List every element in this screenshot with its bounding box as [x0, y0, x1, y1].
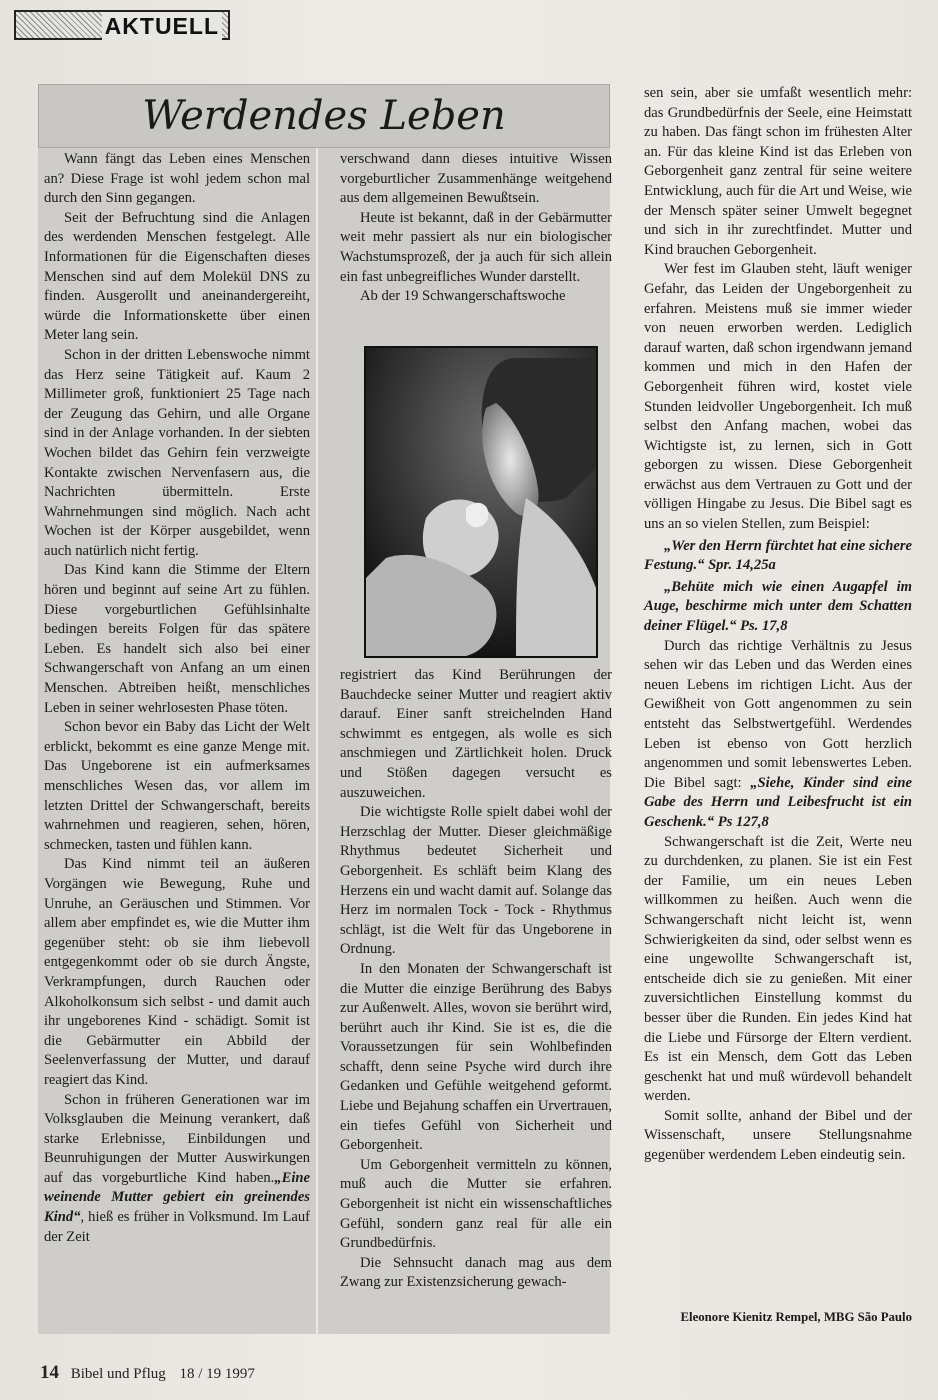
paragraph: Um Geborgenheit vermitteln zu können, muß auch die Mutter sie erfahren. Geborgenheit ist nicht ein wissenschaftliches Gefühl, sondern ganz real für alle ein Grundbedürfnis.: [340, 1156, 612, 1252]
emphasis: „Eine weinende Mutter gebiert ein greinendes Kind“: [44, 1169, 310, 1226]
paragraph: Durch das richtige Verhältnis zu Jesus sehen wir das Leben und das Werden eines neuen Lebens im richtigen Licht. Aus der Gewißheit von Gott angenommen zu sein entsteht das Selbstwertgefühl. Werdendes Leben ist ebenso von Gott herzlich angenommen und somit lebenswertes Leben. Die Bibel sagt: „Siehe, Kinder sind eine Gabe des Herrn und Leibesfrucht ist ein Geschenk.“ Ps 127,8: [644, 637, 912, 830]
paragraph: Schon in der dritten Lebenswoche nimmt das Herz seine Tätigkeit auf. Kaum 2 Millimeter groß, funktioniert 25 Tage nach der Zeugung das Gehirn, und alle Organe sind in der Anlage vorhanden. In der siebten Wochen bildet das Gehirn fein verzweigte Kontakte zwischen Nervenfasern aus, die Nachrichten übermitteln. Erste Wahrnehmungen sind möglich. Nach acht Wochen ist der Körper ausgebildet, wenn auch natürlich nicht fertig.: [44, 346, 310, 559]
paragraph: Schon bevor ein Baby das Licht der Welt erblickt, bekommt es eine ganze Menge mit. Das Ungeborene ist ein aufmerksames menschliches Wesen das, vor allem im letzten Drittel der Schwangerschaft, bereits wahrnehmen und reagieren, sehen, hören, schmecken, tasten und fühlen kann.: [44, 719, 310, 853]
article-title: Werdendes Leben: [142, 93, 506, 139]
paragraph: registriert das Kind Berührungen der Bauchdecke seiner Mutter und reagiert aktiv darauf. Einer sanft streichelnden Hand schwimmt es entgegen, als wolle es sich anschmiegen und Zärtlichkeit holen. Druck und Stößen dagegen versucht es auszuweichen.: [340, 667, 612, 801]
paragraph: Ab der 19 Schwangerschaftswoche: [360, 288, 566, 305]
column-3: [644, 84, 912, 1166]
paragraph: „Behüte mich wie einen Augapfel im Auge, beschirme mich unter dem Schatten deiner Flügel.“ Ps. 17,8: [644, 578, 912, 635]
column-1: [44, 150, 310, 1247]
mother-baby-photo: [364, 346, 598, 658]
paragraph: Wann fängt das Leben eines Menschen an? Diese Frage ist wohl jedem schon mal durch den Sinn gegangen.: [44, 151, 310, 207]
paragraph: Die wichtigste Rolle spielt dabei wohl der Herzschlag der Mutter. Dieser gleichmäßige Rhythmus bedeutet Sicherheit und Geborgenheit. Es schläft beim Klang des Herzens ein und wacht damit auf. Solange das Herz im normalen Tock - Tock - Rhythmus schlägt, ist die Welt für das Ungeborene in Ordnung.: [340, 804, 612, 958]
issue-number: 18 / 19 1997: [179, 1366, 255, 1382]
page-footer: [40, 1362, 255, 1384]
paragraph: Heute ist bekannt, daß in der Gebärmutter weit mehr passiert als nur ein biologischer Wachstumsprozeß, der ja auch für sich allein ein fast unbegreifliches Wunder darstellt.: [340, 209, 612, 285]
paragraph: sen sein, aber sie umfaßt wesentlich mehr: das Grundbedürfnis der Seele, eine Heimstatt zu haben. Das fängt schon im frühesten Alter an. Für das kleine Kind ist das Erleben von Geborgenheit ganz zentral für seine weitere Entwicklung, auch für die Art und Weise, wie der Mensch später seiner Umwelt begegnet und sich in ihr zurechtfindet. Mutter und Kind brauchen Geborgenheit.: [644, 85, 912, 258]
paragraph: Somit sollte, anhand der Bibel und der Wissenschaft, unsere Stellungsnahme gegenüber werdendem Leben eindeutig sein.: [644, 1107, 912, 1164]
paragraph: Das Kind kann die Stimme der Eltern hören und beginnt auf seine Art zu fühlen. Diese vorgeburtlichen Gefühlsinhalte bedingen bereits Folgen für das spätere Leben. Es handelt sich also bei einer Schwangerschaft von Anfang an um einen Menschen. Abtreiben heißt, menschliches Leben in seiner wehrlosesten Phase töten.: [44, 562, 310, 716]
column-2-top: [340, 150, 612, 307]
column-2-bottom: [340, 666, 612, 1293]
paragraph: In den Monaten der Schwangerschaft ist die Mutter die einzige Berührung des Babys zur Außenwelt. Alles, wovon sie berührt wird, berührt auch ihr Kind. Sie ist es, die die Voraussetzungen für sein Wohlbefinden schafft, denn seine Psyche wird durch ihre Gedanken und Gefühle weitgehend geformt. Liebe und Bejahung schaffen ein Urvertrauen, ein tiefes Gefühl von Sicherheit und Geborgenheit.: [340, 960, 612, 1154]
paragraph: Die Sehnsucht danach mag aus dem Zwang zur Existenzsicherung gewach-: [340, 1254, 612, 1291]
section-label: AKTUELL: [102, 12, 222, 40]
magazine-name: Bibel und Pflug: [70, 1366, 166, 1382]
paragraph: Wer fest im Glauben steht, läuft weniger Gefahr, das Leiden der Ungeborgenheit zu erfahren. Meistens muß sie immer wieder von neuen erworben werden. Lediglich darauf warten, daß schon irgendwann jemand kommen und mich in den Hafen der Geborgenheit führen wird, kostet viele Stunden leidvoller Ungeborgenheit. Ich muß selbst den Anfang machen, wobei das Wichtigste ist, zu lernen, sich in Gott geborgen zu wissen. Diese Geborgenheit erwächst aus dem Vertrauen zu Gott und der völligen Hingabe zu Jesus. Die Bibel sagt es uns an so vielen Stellen, zum Beispiel:: [644, 261, 912, 533]
paragraph: Schwangerschaft ist die Zeit, Werte neu zu durchdenken, zu planen. Sie ist ein Fest der Familie, um ein neues Leben willkommen zu heißen. Auch wenn die Schwangerschaft nicht leicht ist, wenn Schwierigkeiten da sind, oder selbst wenn es eine ungewollte Schwangerschaft ist, entscheide dich sie zu genießen. Mit einer zuversichtlichen Einstellung kommst du besser über die Runden. Ein jedes Kind hat die Liebe und Fürsorge der Eltern verdient. Es ist ein Mensch, dem Gott das Leben geschenkt hat und muß würdevoll behandelt werden.: [644, 833, 912, 1105]
paragraph: verschwand dann dieses intuitive Wissen vorgeburtlicher Zusammenhänge weitgehend aus dem allgemeinen Bewußtsein.: [340, 151, 612, 207]
section-tag: [14, 10, 230, 40]
paragraph: Das Kind nimmt teil an äußeren Vorgängen wie Bewegung, Ruhe und Unruhe, an Geräuschen und Stimmen. Vor allem aber empfindet es, wie die Mutter ihm gegenüber steht: ob sie ihm liebevoll entgegenkommt oder ob sie durch Ängste, Verkrampfungen, durch Rauchen oder Alkoholkonsum sich selbst - und damit auch ihr ungeborenes Kind - schädigt. Somit ist die Gebärmutter ein Abbild der Seelenverfassung der Mutter, und darauf reagiert das Kind.: [44, 856, 310, 1088]
title-box: [38, 84, 610, 148]
paragraph: Schon in früheren Generationen war im Volksglauben die Meinung verankert, daß starke Erlebnisse, Einbildungen und Beunruhigungen der Mutter Auswirkungen auf das vorgeburtliche Kind haben.„Eine weinende Mutter gebiert ein greinendes Kind“, hieß es früher in Volksmund. Im Lauf der Zeit: [44, 1091, 310, 1245]
author-byline: Eleonore Kienitz Rempel, MBG São Paulo: [680, 1310, 912, 1324]
page-number: 14: [40, 1362, 59, 1383]
paragraph: Seit der Befruchtung sind die Anlagen des werdenden Menschen festgelegt. Alle Informationen für die Eigenschaften dieses Menschen sind auf dem Molekül DNS zu finden. Ausgerollt und aneinandergereiht, würde die Informationskette über einen Meter lang sein.: [44, 209, 310, 344]
emphasis: „Siehe, Kinder sind eine Gabe des Herrn und Leibesfrucht ist ein Geschenk.“ Ps 127,8: [644, 774, 912, 830]
paragraph: „Wer den Herrn fürchtet hat eine sichere Festung.“ Spr. 14,25a: [644, 537, 912, 574]
